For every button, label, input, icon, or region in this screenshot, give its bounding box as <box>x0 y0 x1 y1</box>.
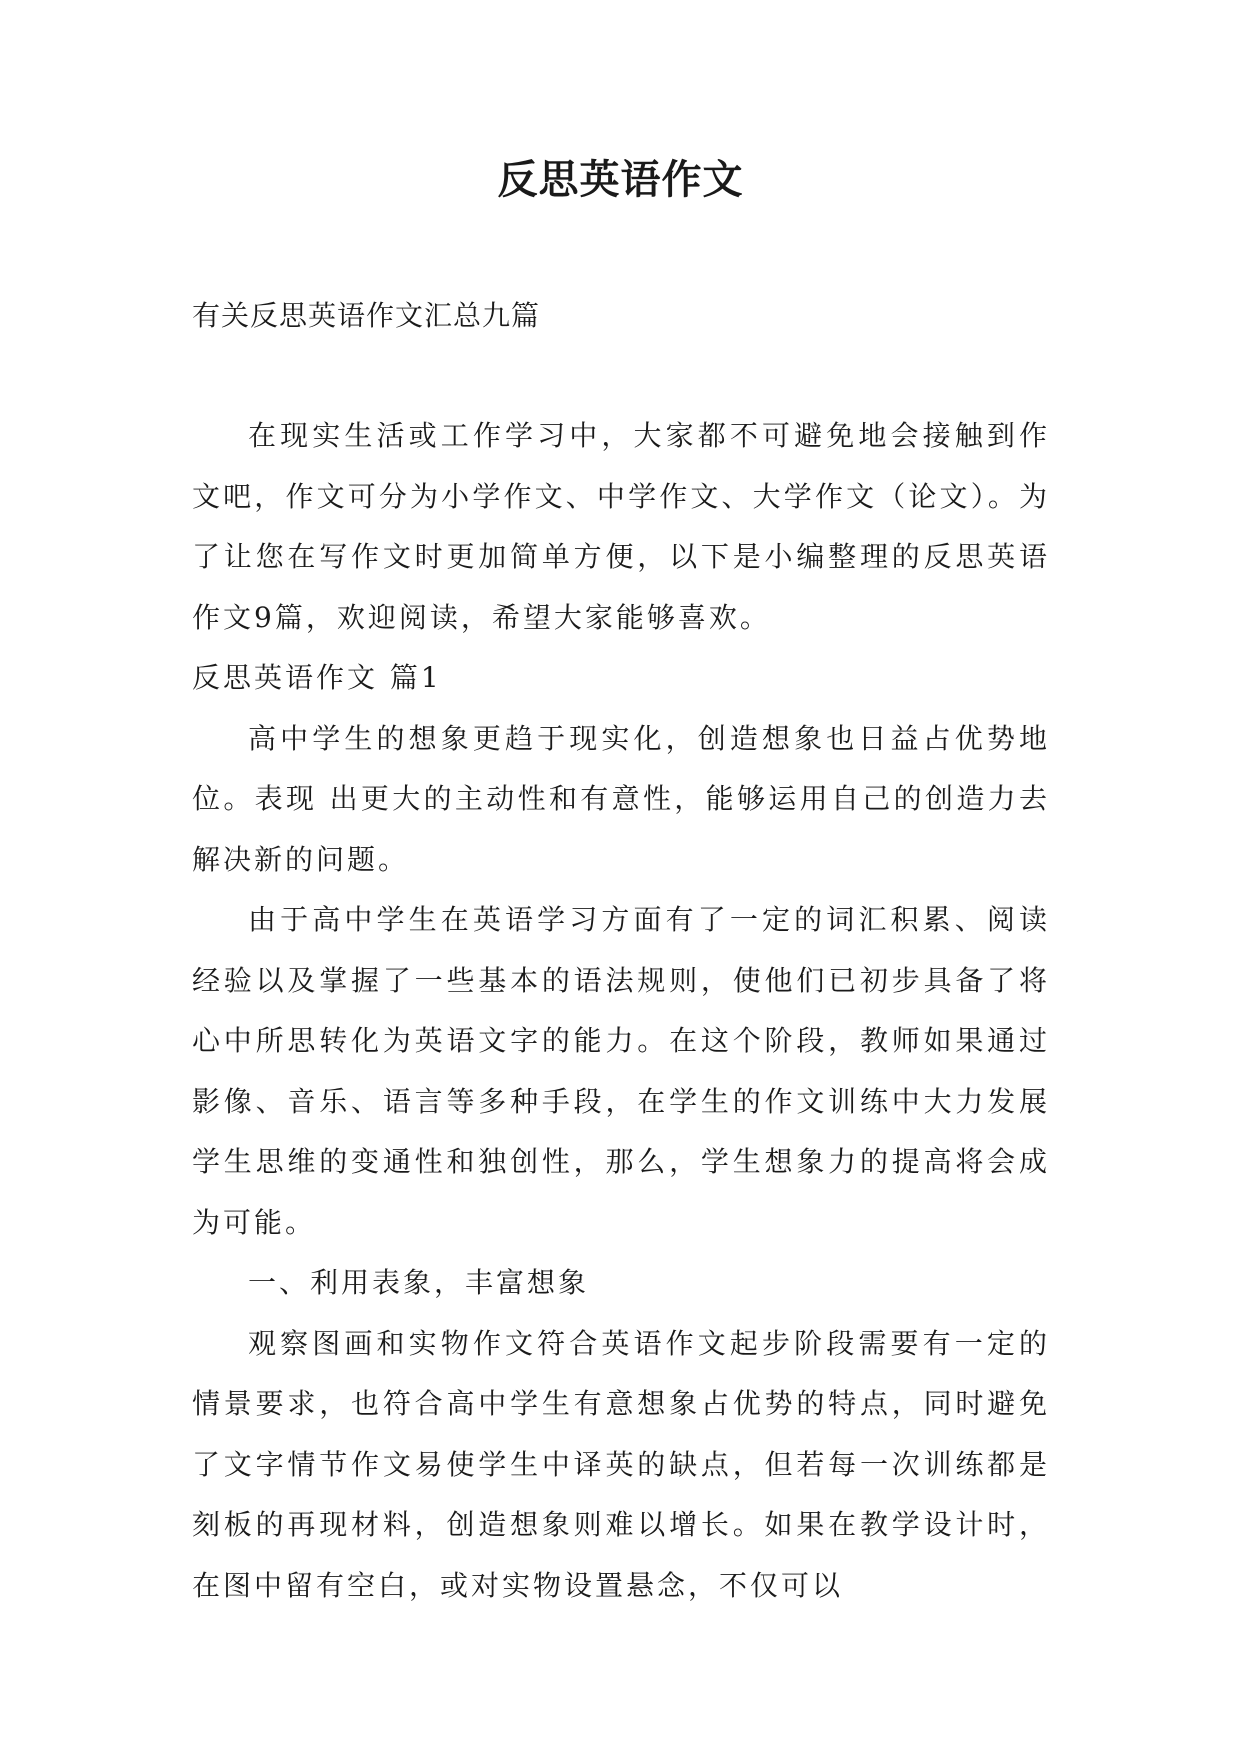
body-paragraph: 由于高中学生在英语学习方面有了一定的词汇积累、阅读经验以及掌握了一些基本的语法规则，使他们已初步具备了将心中所思转化为英语文字的能力。在这个阶段，教师如果通过影像、音乐、语言等多种手段，在学生的作文训练中大力发展学生思维的变通性和独创性，那么，学生想象力的提高将会成为可能。 <box>192 903 1050 1239</box>
body-paragraph: 观察图画和实物作文符合英语作文起步阶段需要有一定的情景要求，也符合高中学生有意想象占优势的特点，同时避免了文字情节作文易使学生中译英的缺点，但若每一次训练都是刻板的再现材料，创造想象则难以增长。如果在教学设计时，在图中留有空白，或对实物设置悬念，不仅可以 <box>192 1326 1050 1602</box>
document-title: 反思英语作文 <box>497 156 744 203</box>
document-subtitle: 有关反思英语作文汇总九篇 <box>192 299 541 332</box>
body-paragraph: 高中学生的想象更趋于现实化，创造想象也日益占优势地位。表现 出更大的主动性和有意性，能够运用自己的创造力去解决新的问题。 <box>192 721 1050 876</box>
intro-paragraph: 在现实生活或工作学习中，大家都不可避免地会接触到作文吧，作文可分为小学作文、中学作文、大学作文（论文）。为了让您在写作文时更加简单方便，以下是小编整理的反思英语作文9篇，欢迎阅读，希望大家能够喜欢。 <box>192 419 1050 634</box>
section-heading: 反思英语作文 篇1 <box>192 661 442 694</box>
subsection-heading: 一、利用表象，丰富想象 <box>248 1266 590 1299</box>
document-body <box>192 406 1050 1616</box>
